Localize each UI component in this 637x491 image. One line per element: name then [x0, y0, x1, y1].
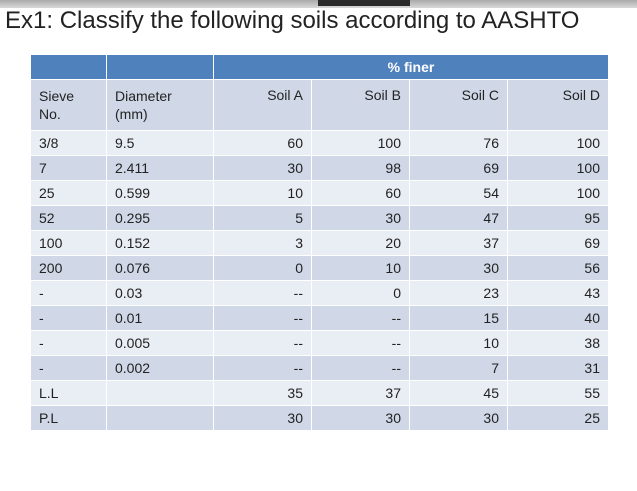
sieve-cell: 52 [31, 206, 107, 231]
diameter-cell: 0.01 [107, 306, 214, 331]
sieve-header-line2: No. [39, 106, 61, 122]
soil-a-cell: -- [214, 306, 312, 331]
soil-b-cell: -- [312, 306, 410, 331]
soil-c-cell: 69 [410, 156, 508, 181]
soil-a-cell: 30 [214, 406, 312, 431]
page-title: Ex1: Classify the following soils according to AASHTO [5, 7, 580, 34]
soil-b-cell: 30 [312, 406, 410, 431]
soil-b-cell: -- [312, 356, 410, 381]
soil-d-cell: 100 [508, 181, 609, 206]
sieve-cell: - [31, 281, 107, 306]
sieve-cell: 200 [31, 256, 107, 281]
diameter-cell [107, 381, 214, 406]
soil-b-cell: -- [312, 331, 410, 356]
table-row [31, 256, 609, 281]
soil-a-cell: 0 [214, 256, 312, 281]
soil-c-cell: 47 [410, 206, 508, 231]
table-row [31, 156, 609, 181]
diameter-cell: 0.005 [107, 331, 214, 356]
soil-a-cell: 10 [214, 181, 312, 206]
soil-c-cell: 37 [410, 231, 508, 256]
diameter-cell: 0.599 [107, 181, 214, 206]
soil-b-cell: 20 [312, 231, 410, 256]
soil-b-column-header: Soil B [312, 80, 410, 131]
sieve-cell: - [31, 356, 107, 381]
table-row [31, 331, 609, 356]
sieve-cell: 3/8 [31, 131, 107, 156]
soil-b-cell: 0 [312, 281, 410, 306]
diameter-cell: 0.03 [107, 281, 214, 306]
soil-c-cell: 7 [410, 356, 508, 381]
soil-a-cell: 5 [214, 206, 312, 231]
soil-b-cell: 37 [312, 381, 410, 406]
diameter-cell: 2.411 [107, 156, 214, 181]
soil-c-column-header: Soil C [410, 80, 508, 131]
soil-d-column-header: Soil D [508, 80, 609, 131]
sieve-column-header [31, 80, 107, 131]
soil-a-cell: -- [214, 356, 312, 381]
soil-c-cell: 15 [410, 306, 508, 331]
table-row [31, 381, 609, 406]
soil-c-cell: 30 [410, 406, 508, 431]
table-row [31, 231, 609, 256]
diameter-header-line1: Diameter [115, 88, 172, 104]
soil-d-cell: 31 [508, 356, 609, 381]
sieve-header-line1: Sieve [39, 88, 75, 104]
soil-c-cell: 45 [410, 381, 508, 406]
soil-d-cell: 55 [508, 381, 609, 406]
soil-a-cell: 30 [214, 156, 312, 181]
soil-b-cell: 98 [312, 156, 410, 181]
soil-d-cell: 25 [508, 406, 609, 431]
diameter-cell: 0.295 [107, 206, 214, 231]
soil-b-cell: 10 [312, 256, 410, 281]
soil-a-cell: 3 [214, 231, 312, 256]
table-row [31, 406, 609, 431]
soil-a-cell: -- [214, 281, 312, 306]
soil-d-cell: 69 [508, 231, 609, 256]
column-header-row [31, 80, 609, 131]
percent-finer-header: % finer [214, 55, 609, 80]
table-row [31, 281, 609, 306]
soil-c-cell: 23 [410, 281, 508, 306]
diameter-header-line2: (mm) [115, 106, 148, 122]
soil-c-cell: 30 [410, 256, 508, 281]
sieve-cell: 25 [31, 181, 107, 206]
soil-a-cell: 60 [214, 131, 312, 156]
table-row [31, 356, 609, 381]
table-row [31, 181, 609, 206]
top-tab [318, 0, 410, 6]
sieve-cell: L.L [31, 381, 107, 406]
soil-d-cell: 95 [508, 206, 609, 231]
soil-c-cell: 76 [410, 131, 508, 156]
soil-d-cell: 100 [508, 156, 609, 181]
soil-d-cell: 40 [508, 306, 609, 331]
sieve-cell: P.L [31, 406, 107, 431]
header-empty-cell [107, 55, 214, 80]
soil-b-cell: 60 [312, 181, 410, 206]
soil-c-cell: 54 [410, 181, 508, 206]
soil-d-cell: 100 [508, 131, 609, 156]
soil-table [30, 54, 609, 431]
table-row [31, 206, 609, 231]
diameter-cell: 0.152 [107, 231, 214, 256]
soil-c-cell: 10 [410, 331, 508, 356]
diameter-cell: 9.5 [107, 131, 214, 156]
soil-a-column-header: Soil A [214, 80, 312, 131]
table-row [31, 131, 609, 156]
diameter-cell: 0.076 [107, 256, 214, 281]
sieve-cell: - [31, 306, 107, 331]
sieve-cell: - [31, 331, 107, 356]
sieve-cell: 7 [31, 156, 107, 181]
soil-d-cell: 43 [508, 281, 609, 306]
diameter-column-header [107, 80, 214, 131]
sieve-cell: 100 [31, 231, 107, 256]
soil-d-cell: 56 [508, 256, 609, 281]
soil-b-cell: 100 [312, 131, 410, 156]
diameter-cell: 0.002 [107, 356, 214, 381]
soil-d-cell: 38 [508, 331, 609, 356]
table-row [31, 306, 609, 331]
soil-a-cell: 35 [214, 381, 312, 406]
diameter-cell [107, 406, 214, 431]
soil-a-cell: -- [214, 331, 312, 356]
header-empty-cell [31, 55, 107, 80]
soil-b-cell: 30 [312, 206, 410, 231]
table-group-header-row [31, 55, 609, 80]
